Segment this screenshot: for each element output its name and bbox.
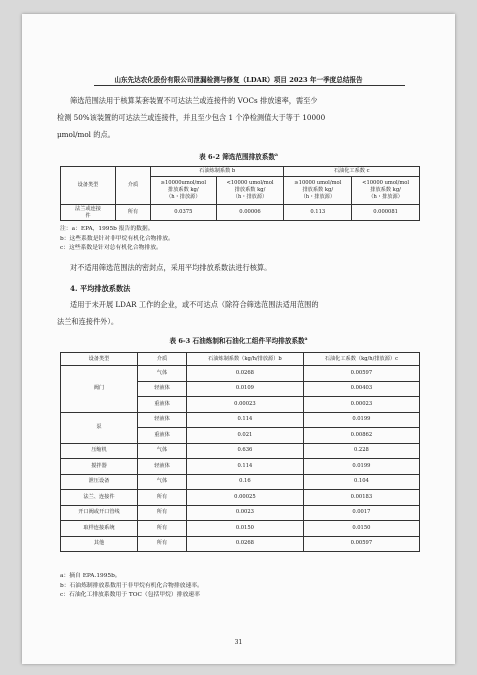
table-6-2	[60, 166, 420, 221]
sub4-line3: （h・排放源）	[368, 194, 403, 200]
th-refinery: 石油炼制系数（kg/h/排放源）b	[187, 353, 304, 366]
cell-medium: 所有	[138, 521, 187, 537]
sub2-line2: 排放系数 kg/	[234, 187, 266, 193]
cell-chemical: 0.0017	[303, 505, 419, 521]
table-row	[61, 505, 420, 521]
cell-chemical: 0.228	[303, 443, 419, 459]
cell-chemical: 0.00183	[303, 490, 419, 506]
cell-chemical: 0.0150	[303, 521, 419, 537]
table-row	[61, 443, 420, 459]
cell-device	[61, 205, 116, 221]
cell-device: 压缩机	[61, 443, 138, 459]
cell-device: 法兰、连接件	[61, 490, 138, 506]
cell-refinery: 0.0109	[187, 381, 304, 397]
cell-chemical: 0.00862	[303, 428, 419, 444]
device-line2: 件	[85, 212, 91, 219]
cell-medium: 轻液体	[138, 459, 187, 475]
sub4-line1: <10000 umol/mol	[362, 180, 410, 186]
cell-chemical: 0.00403	[303, 381, 419, 397]
sub2-line3: （h・排放源）	[232, 194, 268, 200]
sub3-line1: ≥10000 umol/mol	[294, 180, 342, 186]
cell-medium: 重液体	[138, 397, 187, 413]
cell-refinery: 0.114	[187, 459, 304, 475]
note63-a: a：摘自 EPA.1995b。	[60, 573, 121, 579]
table-row	[61, 474, 420, 490]
table-row	[61, 536, 420, 552]
cell-chemical: 0.0199	[303, 459, 419, 475]
sub1-line2: 排放系数 kg/	[168, 187, 199, 193]
table63-caption-text: 表 6-3 石油炼制和石油化工组件平均排放系数	[169, 337, 305, 345]
sub2-line1: <10000 umol/mol	[226, 180, 274, 186]
cell-v1: 0.0375	[151, 205, 217, 221]
table-6-3	[60, 352, 420, 552]
cell-medium: 气体	[138, 474, 187, 490]
sub3-line3: （h・排放源）	[300, 194, 336, 200]
table-row	[61, 205, 420, 221]
cell-medium: 轻液体	[138, 412, 187, 428]
cell-chemical: 0.00023	[303, 397, 419, 413]
cell-device: 开口阀或开口管线	[61, 505, 138, 521]
cell-medium: 重液体	[138, 428, 187, 444]
cell-refinery: 0.114	[187, 412, 304, 428]
th-refinery-group: 石油炼制系数 b	[151, 167, 284, 177]
para2: 对不适用筛选范围法的密封点，采用平均排放系数法进行核算。	[70, 263, 272, 272]
page-number: 31	[234, 639, 243, 646]
note62-c: c：这些系数是针对总有机化合物排放。	[60, 245, 162, 251]
table62-caption-text: 表 6-2 筛选范围排放系数	[199, 153, 275, 161]
table-row	[61, 412, 420, 428]
cell-medium: 所有	[138, 536, 187, 552]
cell-v2: 0.00006	[216, 205, 284, 221]
table-row	[61, 490, 420, 506]
cell-medium: 所有	[116, 205, 151, 221]
table63-caption	[22, 335, 455, 345]
note63-b: b：石油炼制排放系数用于非甲烷有机化合物排放速率。	[60, 582, 203, 589]
th-chemical-ge10000	[284, 177, 352, 205]
table62-notes	[60, 225, 174, 254]
para1-line3: μmol/mol 的点。	[57, 130, 115, 139]
cell-medium: 气体	[138, 443, 187, 459]
header-rule	[94, 85, 405, 86]
cell-v3: 0.113	[284, 205, 352, 221]
table-row	[61, 366, 420, 382]
cell-device: 泵	[61, 412, 138, 443]
cell-chemical: 0.00597	[303, 366, 419, 382]
cell-refinery: 0.021	[187, 428, 304, 444]
cell-refinery: 0.0023	[187, 505, 304, 521]
cell-chemical: 0.00597	[303, 536, 419, 552]
table63-notes	[60, 572, 203, 601]
para3-line2: 法兰和连接件外）。	[57, 317, 119, 326]
para1-line2: 检测 50%该装置的可达法兰或连接件，并且至少包含 1 个净检测值大于等于 10000	[57, 113, 326, 122]
cell-refinery: 0.0150	[187, 521, 304, 537]
para3-line1: 适用于未开展 LDAR 工作的企业，或不可达点（除符合筛选范围法适用范围的	[70, 300, 319, 309]
cell-refinery: 0.0268	[187, 536, 304, 552]
th-refinery-lt10000	[216, 177, 284, 205]
cell-device: 其他	[61, 536, 138, 552]
running-header: 山东先达农化股份有限公司泄漏检测与修复（LDAR）项目 2023 年一季度总结报告	[114, 76, 363, 84]
th-medium: 介质	[116, 167, 151, 205]
th-chemical-group: 石油化工系数 c	[284, 167, 420, 177]
cell-v4: 0.000081	[352, 205, 420, 221]
cell-medium: 轻液体	[138, 381, 187, 397]
th-device-type: 设备类型	[61, 353, 138, 366]
note62-b: b：这些系数是针对非甲烷有机化合物排放。	[60, 235, 174, 242]
th-refinery-ge10000	[151, 177, 217, 205]
table-row	[61, 521, 420, 537]
table62-caption	[22, 151, 455, 161]
cell-device: 搅拌器	[61, 459, 138, 475]
th-medium: 介质	[138, 353, 187, 366]
cell-device: 泄压设备	[61, 474, 138, 490]
th-chemical-lt10000	[352, 177, 420, 205]
sub3-line2: 排放系数 kg/	[302, 187, 334, 193]
cell-refinery: 0.0268	[187, 366, 304, 382]
note62-a: 注：a：EPA，1995b 报告的数据。	[60, 226, 154, 232]
section-heading-4: 4. 平均排放系数法	[70, 284, 131, 293]
sub4-line2: 排放系数 kg/	[370, 187, 401, 193]
cell-medium: 气体	[138, 366, 187, 382]
cell-refinery: 0.00025	[187, 490, 304, 506]
cell-refinery: 0.00023	[187, 397, 304, 413]
para1-line1: 筛选范围法用于核算某套装置不可达法兰或连接件的 VOCs 排放速率，需至少	[70, 96, 318, 105]
sub1-line3: （h・排放源）	[166, 194, 201, 200]
cell-device: 阀门	[61, 366, 138, 413]
device-line1: 法兰或连接	[75, 205, 101, 212]
table62-caption-sup: a	[274, 152, 278, 158]
cell-device: 取样连接系统	[61, 521, 138, 537]
cell-medium: 所有	[138, 490, 187, 506]
cell-chemical: 0.0199	[303, 412, 419, 428]
note63-c: c：石油化工排放系数用于 TOC（包括甲烷）排放速率	[60, 592, 200, 598]
table63-caption-sup: a	[304, 336, 308, 342]
cell-refinery: 0.16	[187, 474, 304, 490]
document-page	[22, 14, 455, 664]
th-chemical: 石油化工系数（kg/h/排放源）c	[303, 353, 419, 366]
cell-medium: 所有	[138, 505, 187, 521]
table-row	[61, 459, 420, 475]
cell-chemical: 0.104	[303, 474, 419, 490]
th-device-type: 设备类型	[61, 167, 116, 205]
sub1-line1: ≥10000umol/mol	[160, 180, 206, 186]
cell-refinery: 0.636	[187, 443, 304, 459]
